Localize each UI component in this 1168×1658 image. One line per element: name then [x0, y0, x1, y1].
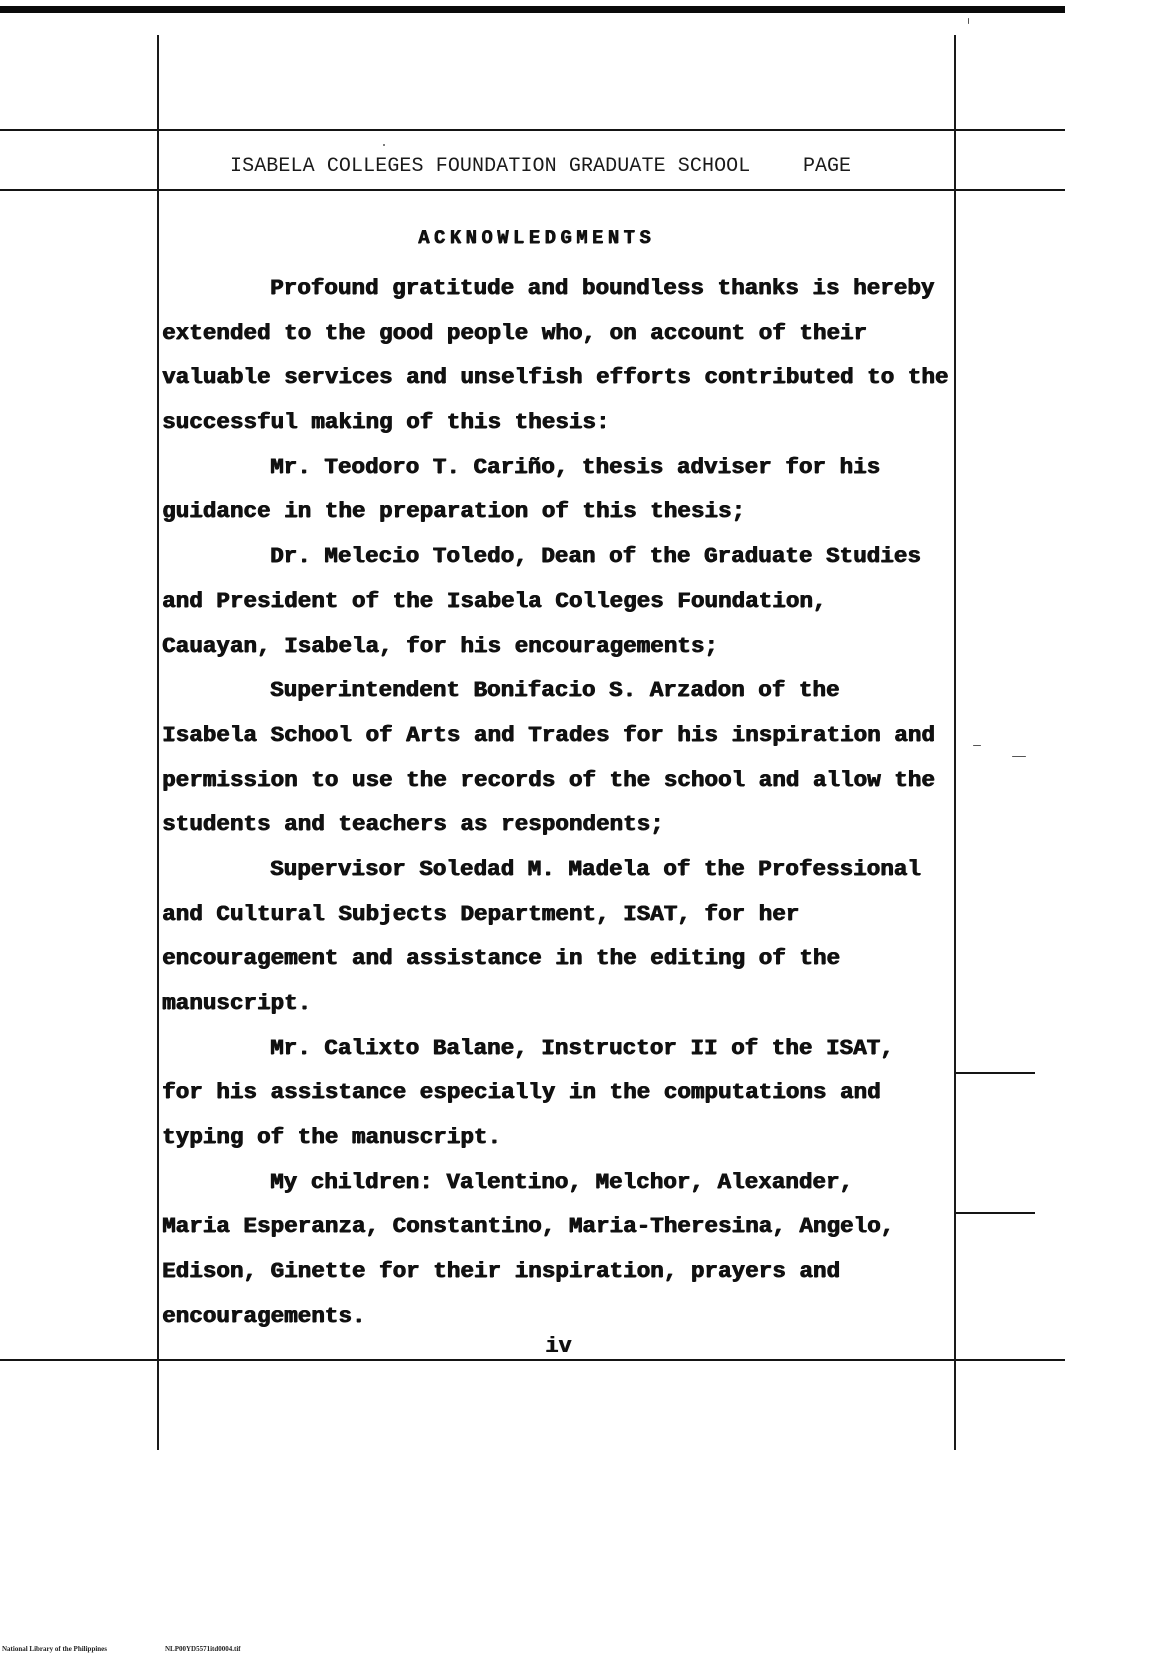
paragraph-line: and Cultural Subjects Department, ISAT, for her — [162, 900, 800, 927]
paragraph-line: Superintendent Bonifacio S. Arzadon of the — [270, 677, 840, 704]
institution-header: ISABELA COLLEGES FOUNDATION GRADUATE SCHOOL — [230, 155, 751, 178]
paragraph-line: for his assistance especially in the computations and — [162, 1079, 881, 1106]
scan-speck — [1012, 756, 1026, 757]
page-title: ACKNOWLEDGMENTS — [418, 227, 656, 249]
top-margin-rule — [0, 129, 1065, 131]
footer-library-name: National Library of the Philippines — [2, 1645, 108, 1653]
header-rule — [0, 189, 1065, 191]
paragraph-line: encouragement and assistance in the editing of the — [162, 945, 840, 972]
paragraph-line: Profound gratitude and boundless thanks is hereby — [270, 275, 935, 301]
paragraph-line: Cauayan, Isabela, for his encouragements; — [162, 632, 718, 659]
paragraph-line: manuscript. — [162, 990, 312, 1016]
scan-speck — [973, 745, 981, 746]
paragraph-line: encouragements. — [162, 1302, 366, 1329]
scan-speck — [968, 18, 969, 24]
paragraph-line: Isabela School of Arts and Trades for his inspiration and — [162, 721, 935, 748]
page-number: iv — [545, 1334, 572, 1359]
paragraph-line: typing of the manuscript. — [162, 1124, 501, 1151]
paragraph-line: Supervisor Soledad M. Madela of the Professional — [270, 855, 921, 882]
paragraph-line: extended to the good people who, on account of their — [162, 319, 868, 346]
paragraph-line: Dr. Melecio Toledo, Dean of the Graduate Studies — [270, 543, 921, 570]
paragraph-line: valuable services and unselfish efforts contributed to the — [162, 364, 949, 391]
paragraph-line: Edison, Ginette for their inspiration, prayers and — [162, 1258, 840, 1285]
left-margin-rule — [157, 35, 159, 1450]
paragraph-line: guidance in the preparation of this thesis; — [162, 498, 746, 525]
top-border-bar — [0, 6, 1065, 13]
paragraph-line: Mr. Teodoro T. Cariño, thesis adviser for his — [270, 453, 881, 480]
paragraph-line: and President of the Isabela Colleges Foundation, — [162, 587, 827, 614]
acknowledgments-body — [162, 266, 962, 1339]
right-margin-tick — [955, 1212, 1035, 1214]
page-label: PAGE — [803, 155, 852, 178]
footer-file-name: NLP00YD5571itd0004.tif — [165, 1645, 241, 1653]
scan-speck — [383, 144, 385, 146]
paragraph-line: Mr. Calixto Balane, Instructor II of the ISAT, — [270, 1034, 894, 1061]
paragraph-line: successful making of this thesis: — [162, 409, 610, 436]
paragraph-line: My children: Valentino, Melchor, Alexander, — [270, 1168, 854, 1195]
bottom-margin-rule — [0, 1359, 1065, 1361]
paragraph-line: Maria Esperanza, Constantino, Maria-Theresina, Angelo, — [162, 1213, 895, 1240]
right-margin-tick — [955, 1072, 1035, 1074]
paragraph-line: permission to use the records of the school and allow the — [162, 766, 935, 793]
paragraph-line: students and teachers as respondents; — [162, 811, 664, 838]
